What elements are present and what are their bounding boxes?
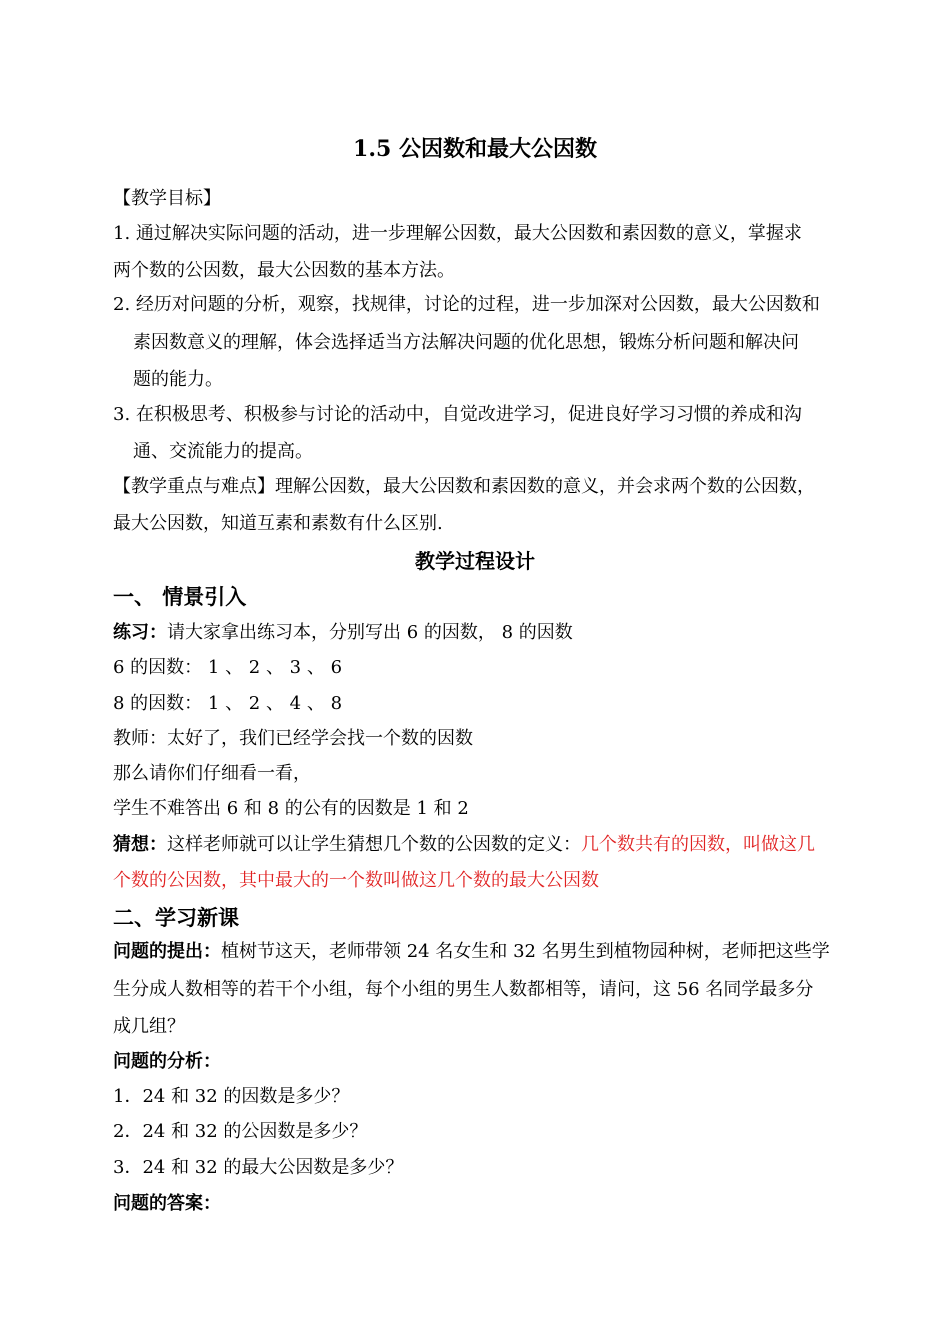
question-3: 3．24 和 32 的最大公因数是多少？ [113, 1157, 404, 1178]
objective-2-line-3: 题的能力。 [133, 369, 223, 390]
objectives-label: 【教学目标】 [113, 188, 221, 209]
factors-of-6: 6 的因数： 1 、 2 、 3 、 6 [113, 657, 343, 678]
process-title: 教学过程设计 [415, 549, 535, 573]
question-2: 2．24 和 32 的公因数是多少？ [113, 1121, 368, 1142]
objective-3-line-1: 3. 在积极思考、积极参与讨论的活动中，自觉改进学习，促进良好学习习惯的养成和沟 [113, 404, 802, 425]
definition-part-1: 几个数共有的因数，叫做这几 [581, 834, 815, 855]
student-line: 学生不难答出 6 和 8 的公有的因数是 1 和 2 [113, 798, 469, 819]
problem-line-2: 生分成人数相等的若干个小组，每个小组的男生人数都相等，请问，这 56 名同学最多分 [113, 979, 814, 1000]
objective-2-line-1: 2. 经历对问题的分析，观察，找规律，讨论的过程，进一步加深对公因数，最大公因数和 [113, 294, 820, 315]
definition-part-2: 个数的公因数，其中最大的一个数叫做这几个数的最大公因数 [113, 870, 599, 891]
practice-text: 请大家拿出练习本，分别写出 6 的因数， 8 的因数 [167, 622, 573, 643]
guess-line-1 [113, 836, 815, 854]
practice-line [113, 624, 573, 642]
guess-text: 这样老师就可以让学生猜想几个数的公因数的定义： [167, 834, 581, 855]
practice-label: 练习： [113, 622, 167, 643]
teacher-line: 教师：太好了，我们已经学会找一个数的因数 [113, 728, 473, 749]
document-title: 1.5 公因数和最大公因数 [353, 136, 597, 162]
look-line: 那么请你们仔细看一看， [113, 763, 311, 784]
keypoints-label: 【教学重点与难点】 [113, 476, 275, 497]
factors-of-8: 8 的因数： 1 、 2 、 4 、 8 [113, 693, 343, 714]
objective-2-line-2: 素因数意义的理解，体会选择适当方法解决问题的优化思想，锻炼分析问题和解决问 [133, 332, 799, 353]
guess-label: 猜想： [113, 834, 167, 855]
keypoints-line-1 [113, 478, 815, 496]
analysis-label: 问题的分析： [113, 1051, 221, 1072]
keypoints-text: 理解公因数，最大公因数和素因数的意义，并会求两个数的公因数， [275, 476, 815, 497]
objective-3-line-2: 通、交流能力的提高。 [133, 441, 313, 462]
problem-text: 植树节这天，老师带领 24 名女生和 32 名男生到植物园种树，老师把这些学 [221, 941, 830, 962]
question-1: 1．24 和 32 的因数是多少？ [113, 1086, 350, 1107]
problem-label: 问题的提出： [113, 941, 221, 962]
problem-line-1 [113, 943, 830, 961]
keypoints-line-2: 最大公因数，知道互素和素数有什么区别. [113, 513, 443, 534]
section-1-heading: 一、 情景引入 [113, 584, 247, 609]
objective-1-line-2: 两个数的公因数，最大公因数的基本方法。 [113, 260, 455, 281]
objective-1-line-1: 1. 通过解决实际问题的活动，进一步理解公因数，最大公因数和素因数的意义，掌握求 [113, 223, 802, 244]
section-2-heading: 二、学习新课 [113, 905, 239, 930]
problem-line-3: 成几组？ [113, 1016, 185, 1037]
answer-label: 问题的答案： [113, 1193, 221, 1214]
